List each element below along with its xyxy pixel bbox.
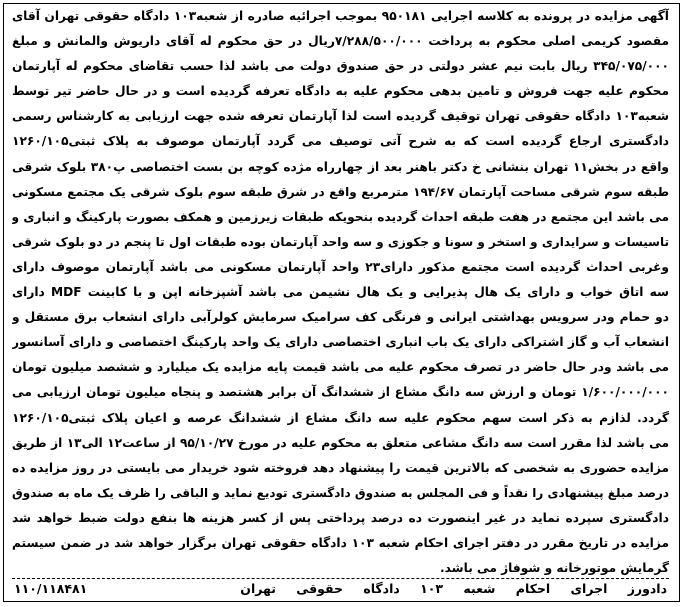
notice-line: گردد. لذازم به ذکر است سهم محکوم علیه سه دانگ مشاع از ششدانگ عرصه و اعیان پلاک ثبتی۱۲۶۰/۱۰۵ [12,410,669,425]
notice-line: مزایده حضوری به شخصی که بالاترین قیمت را پیشنهاد دهد فروخته شود خریدار می بایستی در روز مزایده ده [12,460,669,475]
notice-line: واقع در بخش۱۱ تهران بنشانی خ دکتر باهنر بعد از چهارراه مژده کوچه بن بست اختصاصی پ۳۸۰ بلوک شرقی [12,159,669,174]
notice-line: دادگستری سپرده نماید در غیر اینصورت ده درصد پرداختی پس از کسر هزینه ها بنفع دولت ضبط خواهد شد [12,510,669,525]
notice-line: شعبه۱۰۳ دادگاه حقوقی تهران توقیف گردیده است لذا آپارتمان تعرفه شده جهت ارزیابی به کارشناس رسمی [12,109,669,124]
auction-notice-body [12,4,669,581]
notice-line: گرمایش موتورخانه و شوفاژ می باشد. [439,561,669,576]
notice-number: ۱۱۰/۱۱۸۴۸۱ [14,581,88,596]
notice-line: ۱/۶۰۰/۰۰۰/۰۰۰ تومان و ارزش سه دانگ مشاع از ششدانگ آن برابر هشتصد و پنجاه میلیون تومان ارزیابی می [12,385,669,400]
notice-line: وغربی احداث گردیده است مجتمع مذکور دارای۲۳ واحد آپارتمان مسکونی می باشد آپارتمان موصوف دارای [12,259,669,274]
notice-line: آگهی مزایده در پرونده به کلاسه اجرایی ۹۵۰۱۸۱ بموجب اجرائیه صادره از شعبه۱۰۳ دادگاه حقوقی تهران آقای [12,9,669,23]
notice-line: طبقه سوم شرقی مساحت آپارتمان ۱۹۴/۶۷ مترمربع واقع در شرق طبقه سوم بلوک شرقی یک مجتمع مسکونی [12,184,669,199]
notice-line: انشعاب آب و گاز اشتراکی دارای یک باب انباری اختصاصی دارای یک واحد پارکینگ اختصاصی و دارای آسانسور [12,335,669,350]
notice-line: مزایده در تاریخ مقرر در دفتر اجرای احکام شعبه ۱۰۳ دادگاه حقوقی تهران برگزار خواهد شد در ضمن سیستم [12,535,669,550]
notice-line: می باشد ودر حال حاضر در تصرف محکوم علیه می باشد قیمت پایه مزایده یک میلیارد و ششصد میلیون تومان [12,360,669,375]
notice-line: درصد مبلغ پیشنهادی را نقداً و فی المجلس به صندوق دادگستری تودیع نماید و الباقی را ظرف یک ماه به صندوق [12,485,669,500]
notice-footer [12,578,669,599]
notice-line: دو حمام ودر سرویس بهداشتی ایرانی و فرنگی کف سرامیک سرمایش کولرآبی دارای انشعاب برق مستقل و [12,310,669,325]
notice-line: ۳۴۵/۰۷۵/۰۰۰ ریال بابت نیم عشر دولتی در حق صندوق دولت می باشد لذا حسب تقاضای محکوم له آپارتمان [12,59,669,74]
issuer-signature: دادورز اجرای احکام شعبه ۱۰۳ دادگاه حقوقی تهران [240,581,667,596]
notice-line: مقصود کریمی اصلی محکوم به پرداخت ۷/۲۸۸/۵۰۰/۰۰۰ریال در حق محکوم له آقای داریوش والمانش و مبلغ [12,34,669,49]
notice-line: می باشد این مجتمع در هفت طبقه احداث گردیده بنحویکه طبقات زیرزمین و همکف بصورت پارکینگ و انباری و [12,209,669,224]
notice-line: می باشد لذا مقرر است سه دانگ مشاعی متعلق به محکوم علیه در مورخ ۹۵/۱۰/۲۷ از ساعت۱۲ الی۱۳ از طریق [12,435,669,450]
notice-line: محکوم علیه جهت فروش و تامین بدهی محکوم علیه به دادگاه تعرفه گردیده است و در حال حاضر تیر توسط [12,84,669,99]
notice-line: دادگستری ارجاع گردیده است که به شرح آتی توصیف می گردد آپارتمان موصوف به پلاک ثبتی۱۲۶۰/۱۰۵ [12,134,669,149]
notice-line: تاسیسات و سرایداری و استخر و سونا و جکوزی و سه واحد آپارتمان بوده طبقات اول تا پنجم در دو بلوک شرقی [12,234,669,249]
notice-line: سه اتاق خواب و دارای یک هال پذیرایی و یک هال نشیمن می باشد آشپزخانه اپن و با کابینت MDF دارای [12,285,669,300]
